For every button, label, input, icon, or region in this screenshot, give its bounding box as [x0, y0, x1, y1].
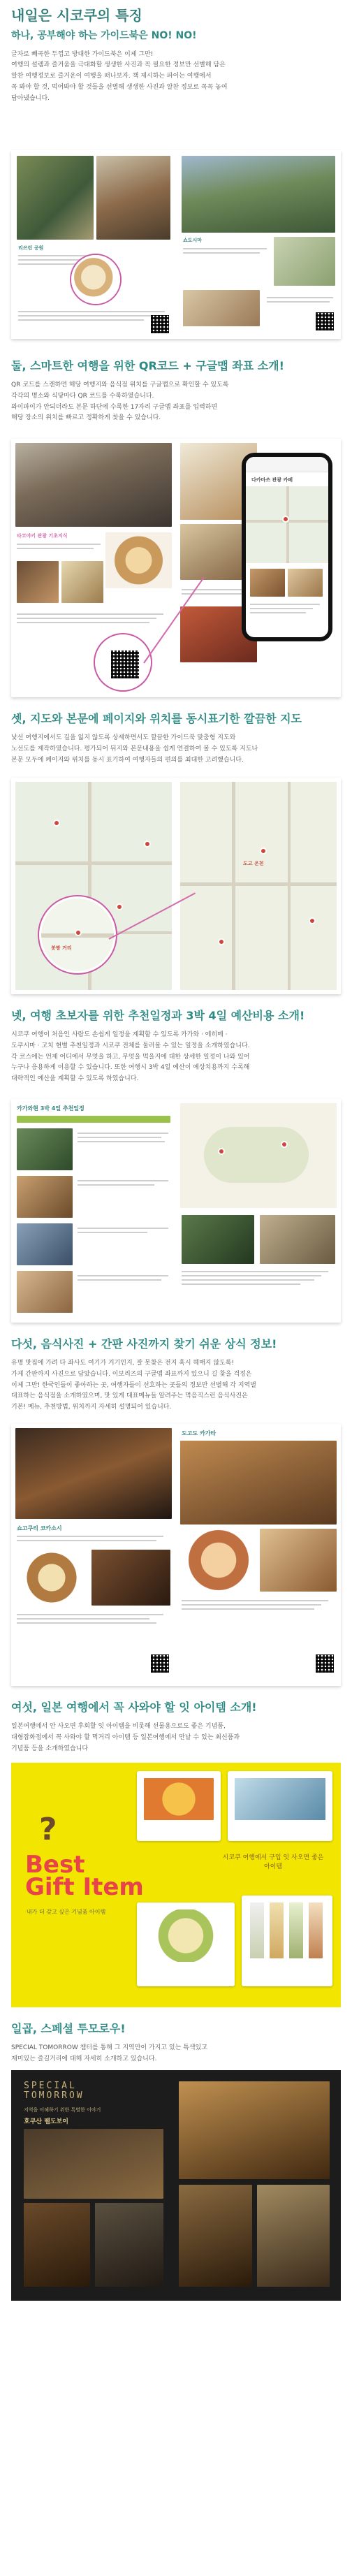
section-body [11, 1030, 341, 1085]
photo-dish [61, 561, 103, 603]
special-tomorrow-title: SPECIAL TOMORROW [24, 2081, 85, 2102]
body-line: 이제 그만! 한국인들이 좋아하는 곳, 여행자들이 선호하는 곳들의 정보만 선별해 각 지역별 [11, 1381, 256, 1389]
photo-building [96, 156, 170, 240]
section-special-tomorrow [0, 2018, 352, 2576]
section-qr-googlemap [0, 355, 352, 708]
body-line: 해당 장소의 위치를 빠르고 정확하게 찾을 수 있습니다. [11, 414, 161, 422]
photo-spot [17, 1271, 73, 1313]
body-line: 와이파이가 안되더라도 본문 하단에 수록한 17자리 구글맵 좌표를 입력하면 [11, 403, 218, 411]
section-gift-items [0, 1696, 352, 2018]
body-line: 본문 모두에 페이지와 위치를 동시 표기하여 여행자들의 편의를 최대한 고려했습니다. [11, 756, 244, 764]
gift-subtitle: 내가 더 갖고 싶은 기념품 아이템 [27, 1909, 106, 1915]
body-line: SPECIAL TOMORROW 챕터를 통해 그 지역만이 가지고 있는 특색있고 [11, 2044, 207, 2051]
gift-card [242, 1895, 332, 1986]
gift-bottle [270, 1902, 284, 1958]
body-line: 대형잡화점에서 꼭 사와야 할 먹거리 아이템 등 일본여행에서 만날 수 있는 최신품과 [11, 1733, 240, 1741]
body-line: 가게 간판까지 사진으로 담았습니다. 이보리즈의 구글맵 좌표까지 있으니 길 찾을 걱정은 [11, 1370, 252, 1378]
spread-label: 카가와현 3박 4일 추천일정 [17, 1105, 85, 1112]
body-line: 여행의 설렘과 즐거움을 극대화할 생생한 사진과 꼭 필요한 정보만 선별해 담은 [11, 61, 226, 69]
spread-left-page [11, 1099, 176, 1323]
spread-label: 도고도 카가타 [182, 1430, 217, 1436]
body-line: 누구나 응용하게 이용할 수 있습니다. 또한 여행시 3박 4일 예산이 예상치용까지 수록해 [11, 1064, 250, 1072]
phone-search-bar [246, 457, 328, 472]
map-pin-icon [116, 903, 123, 910]
section-body [11, 2043, 341, 2065]
itinerary-spread [11, 1099, 341, 1323]
map-pin-icon [309, 917, 316, 924]
photo-spot [260, 1215, 335, 1264]
gift-bottle [250, 1902, 264, 1958]
spread-right-page [176, 1099, 341, 1323]
gift-photo [144, 1778, 214, 1820]
phone-screen [246, 457, 328, 637]
photo-restaurant [180, 1441, 337, 1525]
spread-label: 리쓰린 공원 [18, 245, 44, 251]
section-body [11, 1722, 341, 1754]
section-heading: 하나, 공부해야 하는 가이드북은 NO! NO! [11, 30, 197, 41]
body-line: 낯선 여행지에서도 길을 잃지 않도록 상세하면서도 깔끔한 가이드북 맞춤형 지도와 [11, 734, 236, 741]
gift-photo [235, 1778, 325, 1820]
map-pin-icon [282, 516, 289, 523]
page-title: 내일은 시코쿠의 특징 [11, 7, 142, 24]
photo-dish [260, 1529, 337, 1592]
map-pin-icon [75, 929, 82, 936]
schedule-bar [17, 1116, 170, 1123]
body-line: 유명 맛집에 가려 다 좌사도 여기가 거기인지, 잘 못찾은 전지 혹시 헤매지 않도록! [11, 1360, 235, 1367]
island-shape [204, 1127, 309, 1183]
qr-code-icon [111, 650, 139, 678]
gift-card [137, 1902, 235, 1986]
section-body [11, 380, 341, 424]
body-line: 각각의 명소와 식당마다 QR 코드를 수록하였습니다. [11, 392, 154, 400]
section-heading: 넷, 여행 초보자를 위한 추천일정과 3박 4일 예산비용 소개! [11, 1009, 305, 1022]
photo-restaurant-interior [15, 1428, 172, 1519]
section-body [11, 733, 341, 766]
spread-left-page [11, 150, 176, 339]
photo-shop-front [179, 2081, 330, 2179]
phone-photo [250, 569, 285, 597]
section-body [11, 1358, 341, 1413]
spread-right-page [176, 1424, 341, 1686]
photo-spot [17, 1223, 73, 1265]
question-mark-icon: ? [39, 1812, 57, 1847]
body-line: 담아냈습니다. [11, 94, 50, 102]
qr-code-icon [151, 315, 169, 333]
photo-shop [17, 561, 59, 603]
photo-landscape [182, 156, 335, 233]
photo-stairs [179, 2185, 252, 2287]
gift-bottle [309, 1902, 323, 1958]
body-line: 대략적인 예산을 계획할 수 있도록 하였습니다. [11, 1075, 139, 1082]
map-pin-icon [260, 847, 267, 854]
section-heading: 다섯, 음식사진 + 간판 사진까지 찾기 쉬운 상식 정보! [11, 1337, 277, 1351]
body-line: 도쿠시마 · 고치 현별 추천일정과 시코쿠 전체를 둘러볼 수 있는 일정을 소개하였습니다. [11, 1042, 250, 1049]
qr-code-icon [316, 312, 334, 330]
photo-dish [17, 1550, 87, 1606]
body-line: 노선도를 제작하였습니다. 평가되어 뒤지와 본문내용을 쉽게 연결하여 볼 수 있도록 지도나 [11, 745, 258, 752]
photo-spot [182, 1215, 254, 1264]
photo-street [15, 443, 172, 527]
gift-card [228, 1771, 332, 1841]
body-line: 재미있는 즐길거리에 대해 자세히 소개하고 있습니다. [11, 2055, 157, 2062]
special-tomorrow-subtitle: 호쿠산 펠도보이 [24, 2118, 68, 2125]
magnified-map [39, 896, 116, 973]
map-label: 봇짱 거리 [51, 945, 72, 951]
spread-label: 쇼고쿠리 코카소시 [17, 1525, 62, 1531]
section-heading: 둘, 스마트한 여행을 위한 QR코드 + 구글맵 좌표 소개! [11, 359, 284, 372]
gift-center-text: 시코쿠 여행에서 구입 잇 사오면 좋은 아이템 [222, 1854, 324, 1870]
map-spread [11, 778, 341, 994]
body-line: 각 코스에는 언제 어디에서 무엇을 하고, 무엇을 먹을지에 대한 상세한 일정이 나와 있어 [11, 1053, 250, 1061]
spread-left-page [11, 439, 176, 697]
map-pin-icon [281, 1141, 288, 1148]
guidebook-spread [11, 439, 341, 697]
photo-shop-sign [91, 1550, 170, 1606]
gift-center-caption [221, 1854, 325, 1882]
section-maps [0, 708, 352, 1005]
magnified-food-photo [71, 255, 120, 304]
photo-small [183, 290, 260, 326]
spread-left-page [11, 778, 176, 994]
section-body [11, 50, 341, 105]
special-tomorrow-caption: 지역을 이해하기 위한 특별한 이야기 [24, 2107, 101, 2113]
section-restaurants [0, 1333, 352, 1696]
photo-lantern [24, 2203, 90, 2287]
spread-left-page [11, 1424, 176, 1686]
photo-spot [17, 1176, 73, 1218]
section-itinerary [0, 1005, 352, 1333]
gift-item-panel [11, 1763, 341, 2007]
body-line: 시코쿠 여행이 처음인 사람도 손쉽게 일정을 계획할 수 있도록 카가와 · 에히메 · [11, 1031, 228, 1038]
section-features-intro [0, 0, 352, 355]
restaurant-spread [11, 1424, 341, 1686]
guidebook-spread [11, 150, 341, 339]
qr-code-icon [151, 1654, 169, 1673]
photo-garden [17, 156, 94, 240]
gift-bottle [289, 1902, 303, 1958]
body-line: 대표하는 음식점을 소개하였으며, 맛 있게 대표메뉴들 알려주는 먹음직스런 음식사진은 [11, 1392, 248, 1400]
gift-card [137, 1771, 221, 1841]
map-pin-icon [53, 820, 60, 827]
map-pin-icon [144, 841, 151, 847]
map-pin-icon [218, 938, 225, 945]
section-heading: 일곱, 스페셜 투모로우! [11, 2022, 126, 2035]
body-line: 알찬 여행정보로 즐거운이 여행을 떠나보자. 책 제시하는 파이는 여행에서 [11, 73, 212, 80]
photo-night-street [24, 2129, 163, 2199]
photo-dish [180, 1529, 257, 1592]
body-line: QR 코드를 스캔하면 해당 여행지와 음식점 위치를 구글맵으로 확인할 수 있도록 [11, 381, 229, 388]
photo-shrine [95, 2203, 163, 2287]
section-heading: 여섯, 일본 여행에서 꼭 사와야 할 잇 아이템 소개! [11, 1701, 257, 1714]
body-line: 글자로 빼곡한 두껍고 방대한 가이드북은 이제 그만! [11, 50, 154, 58]
body-line: 꼭 봐야 할 것, 먹어봐야 할 것들을 선별해 생생한 사진과 알찬 정보로 꼭꼭 놓여 [11, 83, 228, 91]
section-heading: 셋, 지도와 본문에 페이지와 위치를 동시표기한 깔끔한 지도 [11, 712, 302, 725]
body-line: 기본! 메뉴, 추천방법, 위치까지 자세히 설명되어 있습니다. [11, 1404, 172, 1411]
smartphone-mockup [242, 453, 332, 641]
spread-label: 쇼도시마 [183, 238, 203, 243]
photo-spot [17, 1128, 73, 1170]
map-label: 도고 온천 [243, 861, 264, 866]
map-pin-icon [218, 1148, 225, 1155]
special-tomorrow-spread [11, 2070, 341, 2301]
spread-label: 타코야키 관광 기초지식 [17, 533, 68, 539]
photo-alley [257, 2185, 330, 2287]
photo-small [274, 237, 335, 286]
phone-place-title: 다카마쓰 관광 카페 [251, 477, 293, 483]
gift-photo [144, 1909, 228, 1962]
gift-title: Best Gift Item [25, 1851, 144, 1902]
body-line: 일본여행에서 안 사오면 후회할 잇 아이템을 비롯해 선물용으로도 좋은 기념품, [11, 1723, 226, 1730]
photo-food [105, 532, 172, 588]
spread-right-page [176, 150, 341, 339]
body-line: 기념품 등을 소개하였습니다 [11, 1745, 89, 1752]
qr-code-icon [316, 1654, 334, 1673]
spread-right-page [176, 778, 341, 994]
map-right [180, 782, 337, 990]
phone-photo [288, 569, 323, 597]
